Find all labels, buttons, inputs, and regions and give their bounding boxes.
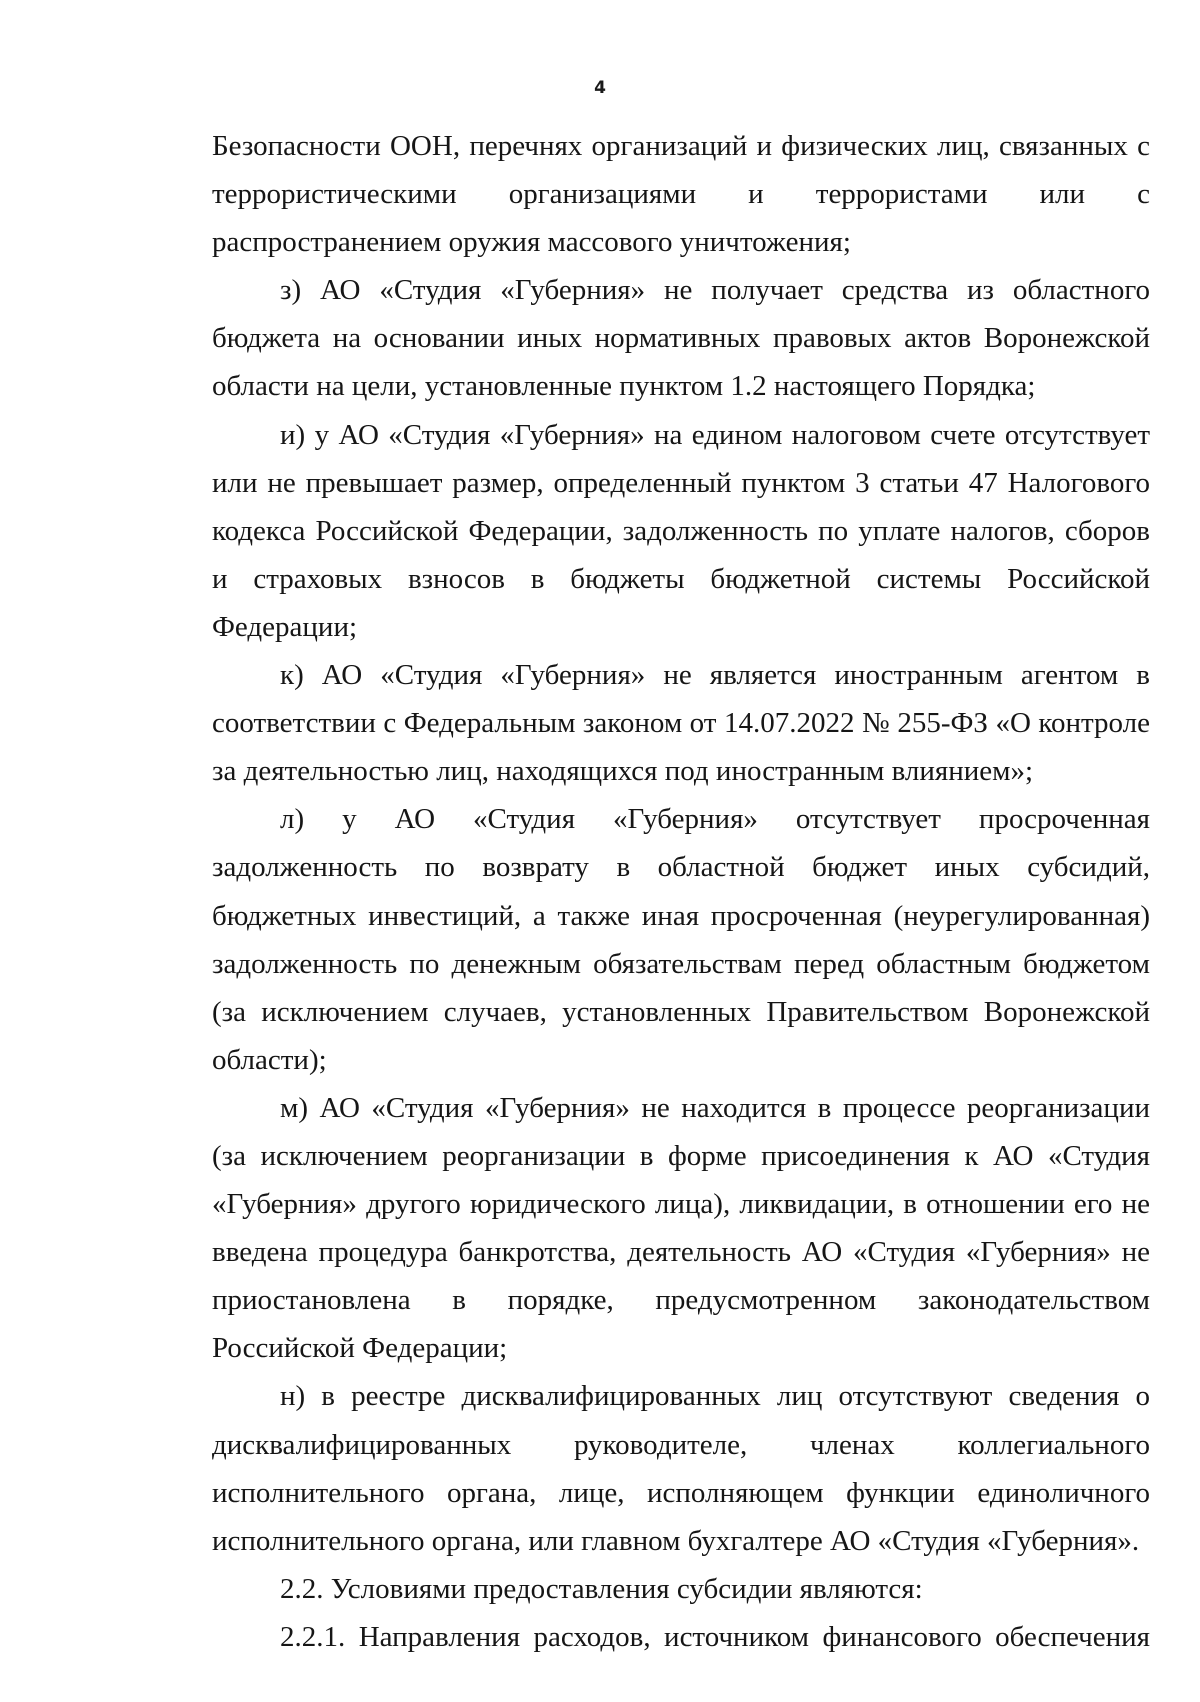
page-number: 4: [594, 78, 606, 98]
paragraph-item-k: к) АО «Студия «Губерния» не является иностранным агентом в соответствии с Федеральным законом от 14.07.2022 № 255-ФЗ «О контроле за деятельностью лиц, находящихся под иностранным влиянием»;: [212, 659, 1150, 788]
document-body: [212, 122, 1150, 1661]
paragraph-item-n: н) в реестре дисквалифицированных лиц отсутствуют сведения о дисквалифицированных руководителе, членах коллегиального исполнительного органа, лице, исполняющем функции единоличного исполнительного органа, или главном бухгалтере АО «Студия «Губерния».: [212, 1380, 1150, 1557]
paragraph-item-l: л) у АО «Студия «Губерния» отсутствует просроченная задолженность по возврату в областной бюджет иных субсидий, бюджетных инвестиций, а также иная просроченная (неурегулированная) задолженность по денежным обязательствам перед областным бюджетом (за исключением случаев, установленных Правительством Воронежской области);: [212, 803, 1150, 1076]
paragraph-item-m: м) АО «Студия «Губерния» не находится в процессе реорганизации (за исключением реорганизации в форме присоединения к АО «Студия «Губерния» другого юридического лица), ликвидации, в отношении его не введена процедура банкротства, деятельность АО «Студия «Губерния» не приостановлена в порядке, предусмотренном законодательством Российской Федерации;: [212, 1091, 1150, 1365]
paragraph-section-2-2: 2.2. Условиями предоставления субсидии являются:: [280, 1572, 923, 1605]
paragraph-item-i: и) у АО «Студия «Губерния» на едином налоговом счете отсутствует или не превышает размер, определенный пунктом 3 статьи 47 Налогового кодекса Российской Федерации, задолженность по уплате налогов, сборов и страховых взносов в бюджеты бюджетной системы Российской Федерации;: [212, 418, 1150, 643]
paragraph-section-2-2-1: 2.2.1. Направления расходов, источником финансового обеспечения: [280, 1620, 1150, 1653]
paragraph-continuation: Безопасности ООН, перечнях организаций и физических лиц, связанных с террористическими организациями и террористами или с распространением оружия массового уничтожения;: [212, 130, 1150, 259]
paragraph-item-z: з) АО «Студия «Губерния» не получает средства из областного бюджета на основании иных нормативных правовых актов Воронежской области на цели, установленные пунктом 1.2 настоящего Порядка;: [212, 274, 1150, 403]
